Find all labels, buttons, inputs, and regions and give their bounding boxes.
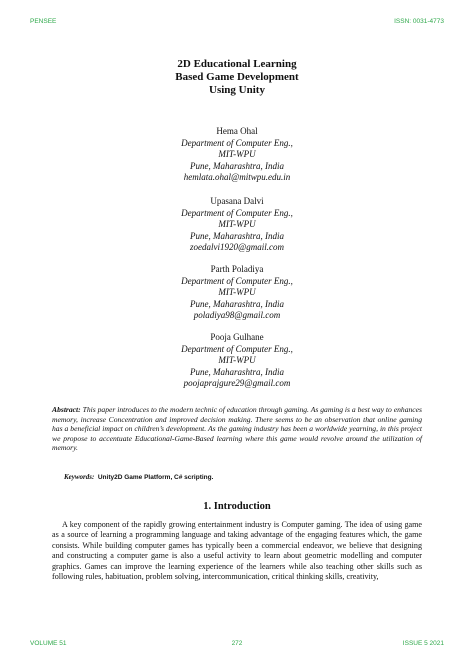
author-email: poojaprajgure29@gmail.com [183,378,291,388]
intro-paragraph: A key component of the rapidly growing entertainment industry is Computer gaming. The idea of using game as a source of learning a programming language and taking advantage of the engaging features which, the game consists. While building computer games has typically been a commercial endeavor, we believe that designing and constructing a computer game is also a useful activity to learn about geometric modelling and computer graphics. Games can improve the learning experience of the learners while also teaching other skills such as following rules, habituation, problem solving, intercommunication, critical thinking skills, creativity, [52,520,422,582]
keywords-label: Keywords: [64,473,95,481]
title-line-3: Using Unity [209,84,265,96]
journal-name: PENSEE [30,18,57,25]
author-org: MIT-WPU [218,355,256,365]
title-line-1: 2D Educational Learning [177,58,297,70]
author-place: Pune, Maharashtra, India [190,160,284,171]
abstract [52,405,422,453]
volume: VOLUME 51 [30,640,67,647]
author-block [0,126,474,184]
page-number: 272 [231,640,243,647]
keywords [64,473,424,481]
abstract-label: Abstract: [52,405,81,414]
author-block [0,264,474,322]
author-dept: Department of Computer Eng., [181,275,293,286]
author-org: MIT-WPU [218,219,256,229]
author-name: Pooja Gulhane [210,332,264,342]
author-block [0,332,474,390]
author-name: Upasana Dalvi [210,196,264,206]
paper-title [0,58,474,97]
author-dept: Department of Computer Eng., [181,137,293,148]
author-place: Pune, Maharashtra, India [190,366,284,377]
abstract-text: This paper introduces to the modern technic of education through gaming. As gaming is a best way to enhances memory, increase Concentration and improved decision making. There seems to be an observation that online gaming has a beneficial impact on children’s development. As the gaming industry has been a worldwide yearning, in this project we propose to accentuate Educational-Game-Based learning where this game would revolve around the utilization of memory. [52,405,422,453]
author-org: MIT-WPU [218,149,256,159]
author-place: Pune, Maharashtra, India [190,230,284,241]
issn: ISSN: 0031-4773 [394,18,444,25]
author-name: Hema Ohal [216,126,258,136]
title-line-2: Based Game Development [175,71,299,83]
section-heading: 1. Introduction [203,501,271,512]
keywords-text: Unity2D Game Platform, C# scripting. [97,474,214,481]
author-email: hemlata.ohal@mitwpu.edu.in [183,172,291,182]
author-email: zoedalvi1920@gmail.com [189,242,285,252]
author-email: poladiya98@gmail.com [193,310,281,320]
author-place: Pune, Maharashtra, India [190,298,284,309]
author-org: MIT-WPU [218,287,256,297]
issue: ISSUE 5 2021 [402,640,444,647]
author-dept: Department of Computer Eng., [181,207,293,218]
author-name: Parth Poladiya [210,264,264,274]
author-dept: Department of Computer Eng., [181,343,293,354]
author-block [0,196,474,254]
